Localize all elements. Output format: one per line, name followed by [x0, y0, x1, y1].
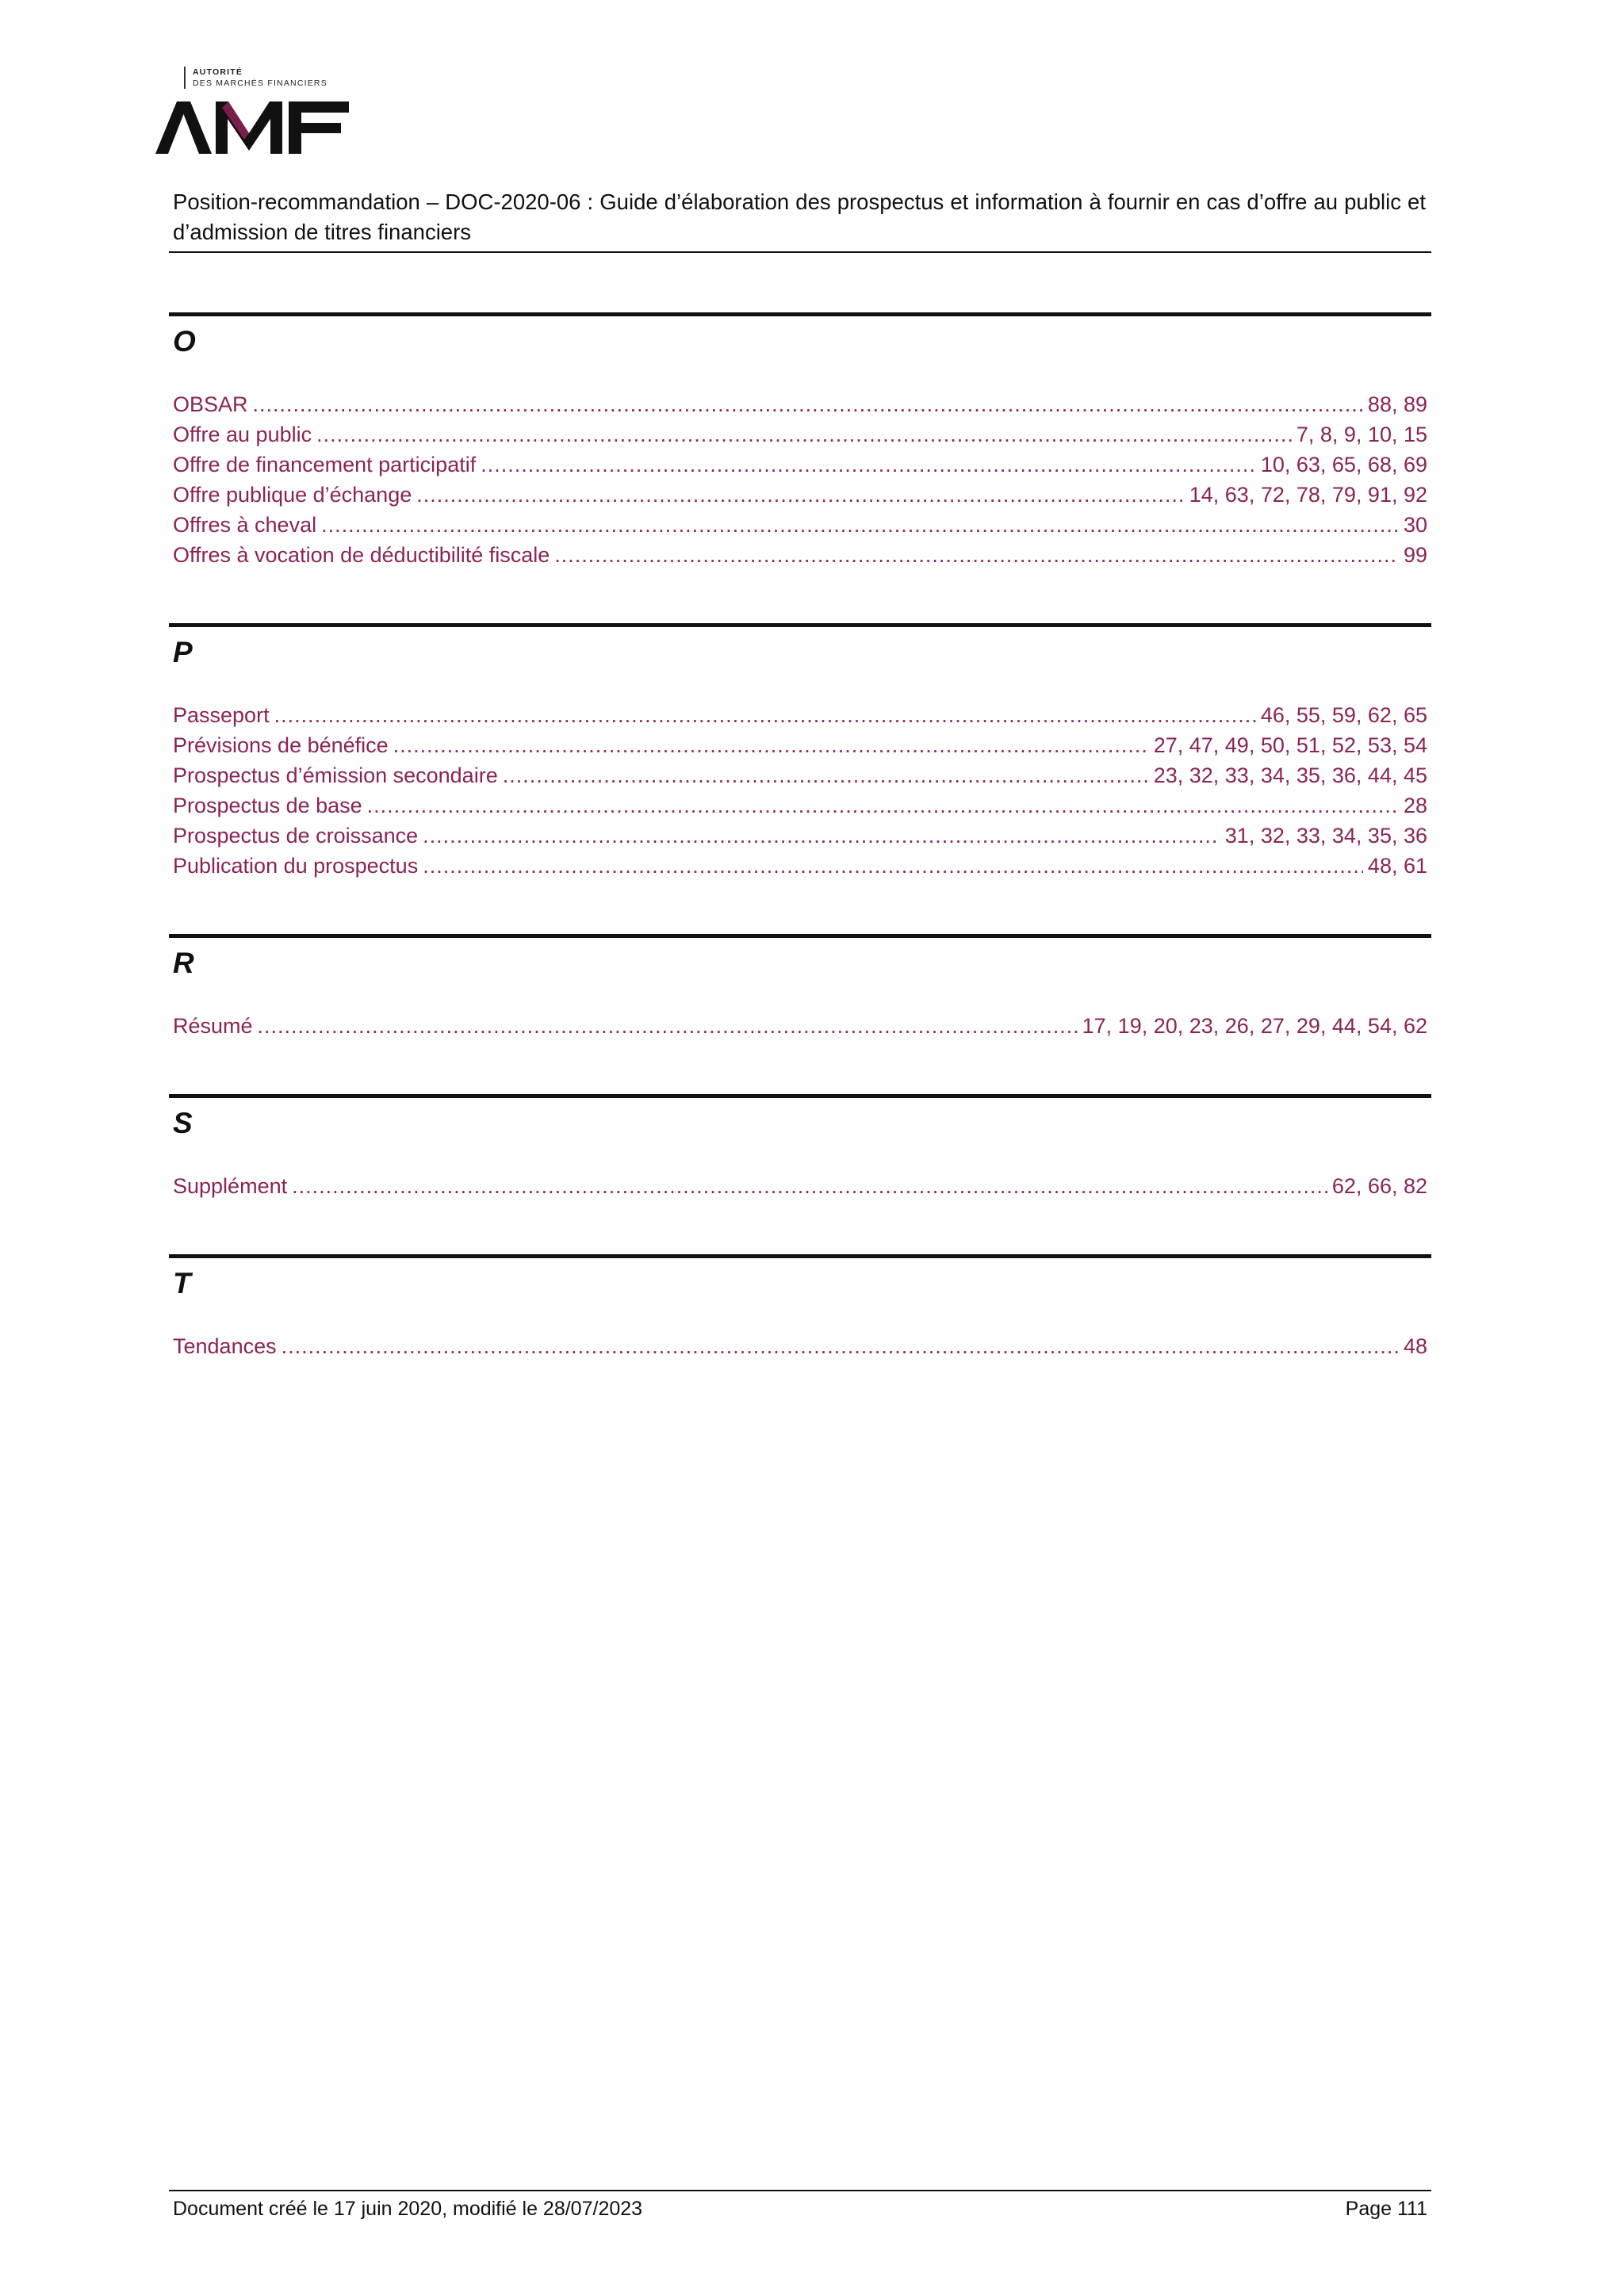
amf-logo [155, 67, 354, 160]
section-rule [169, 312, 1431, 316]
dot-leader [367, 790, 1399, 821]
dot-leader [253, 389, 1363, 419]
index-section-s [169, 1094, 1431, 1201]
index-entry[interactable] [173, 760, 1427, 790]
index-entry[interactable] [173, 700, 1427, 730]
logo-subtitle [184, 67, 327, 89]
entry-list [173, 1331, 1427, 1361]
index-entry[interactable] [173, 821, 1427, 851]
entry-term: Offres à cheval [173, 513, 317, 537]
entry-pages: 7, 8, 9, 10, 15 [1296, 423, 1427, 446]
logo-subtitle-line2: DES MARCHÉS FINANCIERS [193, 78, 327, 88]
index-entry[interactable] [173, 1331, 1427, 1361]
entry-pages: 62, 66, 82 [1331, 1174, 1427, 1198]
index-section-r [169, 934, 1431, 1041]
entry-term: Offre au public [173, 423, 312, 446]
entry-term: Prévisions de bénéfice [173, 733, 389, 757]
section-rule [169, 1094, 1431, 1098]
entry-term: Offre publique d’échange [173, 483, 412, 507]
section-letter: S [173, 1107, 193, 1139]
dot-leader [481, 450, 1256, 480]
section-rule [169, 1254, 1431, 1258]
dot-leader [416, 480, 1185, 510]
section-rule [169, 623, 1431, 627]
entry-term: Publication du prospectus [173, 854, 419, 878]
entry-term: Supplément [173, 1174, 288, 1198]
dot-leader [503, 760, 1149, 790]
index-entry[interactable] [173, 419, 1427, 450]
index-section-t [169, 1254, 1431, 1361]
dot-leader [554, 540, 1399, 570]
dot-leader [423, 851, 1363, 881]
section-letter: P [173, 636, 193, 668]
index-entry[interactable] [173, 730, 1427, 760]
document-header: Position-recommandation – DOC-2020-06 : Guide d’élaboration des prospectus et information à fournir en cas d’offre au public et d’admission de titres financiers [173, 189, 1426, 244]
entry-pages: 48, 61 [1367, 854, 1427, 878]
footer-divider [169, 2190, 1431, 2191]
entry-pages: 17, 19, 20, 23, 26, 27, 29, 44, 54, 62 [1082, 1014, 1427, 1038]
entry-term: Prospectus de base [173, 794, 362, 817]
index-entry[interactable] [173, 851, 1427, 881]
entry-term: Prospectus de croissance [173, 824, 419, 848]
index-section-p [169, 623, 1431, 881]
entry-pages: 88, 89 [1367, 392, 1427, 416]
entry-term: Tendances [173, 1334, 277, 1358]
section-letter: T [173, 1267, 191, 1299]
index-entry[interactable] [173, 480, 1427, 510]
entry-pages: 46, 55, 59, 62, 65 [1260, 703, 1427, 727]
logo-subtitle-line1: AUTORITÉ [193, 67, 243, 77]
page-number: Page 111 [1345, 2198, 1427, 2220]
document-footer [173, 2195, 1427, 2223]
entry-pages: 99 [1403, 543, 1427, 567]
entry-pages: 31, 32, 33, 34, 35, 36 [1224, 824, 1427, 848]
index-section-o [169, 312, 1431, 570]
dot-leader [321, 510, 1399, 540]
index-entry[interactable] [173, 389, 1427, 419]
entry-list [173, 700, 1427, 881]
entry-term: OBSAR [173, 392, 248, 416]
dot-leader [423, 821, 1220, 851]
footer-date: Document créé le 17 juin 2020, modifié le 28/07/2023 [173, 2198, 643, 2220]
header-divider [169, 251, 1431, 253]
entry-list [173, 389, 1427, 570]
entry-term: Résumé [173, 1014, 253, 1038]
dot-leader [282, 1331, 1399, 1361]
entry-term: Offres à vocation de déductibilité fiscale [173, 543, 550, 567]
entry-pages: 27, 47, 49, 50, 51, 52, 53, 54 [1153, 733, 1427, 757]
index-entry[interactable] [173, 790, 1427, 821]
entry-pages: 28 [1403, 794, 1427, 817]
entry-pages: 30 [1403, 513, 1427, 537]
index-entry[interactable] [173, 1171, 1427, 1201]
amf-wordmark-icon [155, 101, 354, 154]
section-letter: O [173, 325, 196, 358]
entry-pages: 48 [1403, 1334, 1427, 1358]
entry-term: Prospectus d’émission secondaire [173, 763, 498, 787]
section-letter: R [173, 947, 194, 979]
entry-term: Passeport [173, 703, 270, 727]
index-entry[interactable] [173, 450, 1427, 480]
index-entry[interactable] [173, 1011, 1427, 1041]
section-rule [169, 934, 1431, 938]
dot-leader [274, 700, 1256, 730]
entry-list [173, 1171, 1427, 1201]
entry-pages: 14, 63, 72, 78, 79, 91, 92 [1189, 483, 1427, 507]
dot-leader [316, 419, 1292, 450]
dot-leader [393, 730, 1149, 760]
dot-leader [258, 1011, 1078, 1041]
entry-pages: 10, 63, 65, 68, 69 [1260, 453, 1427, 476]
index-entry[interactable] [173, 540, 1427, 570]
entry-term: Offre de financement participatif [173, 453, 477, 476]
index-entry[interactable] [173, 510, 1427, 540]
entry-pages: 23, 32, 33, 34, 35, 36, 44, 45 [1153, 763, 1427, 787]
entry-list [173, 1011, 1427, 1041]
dot-leader [292, 1171, 1327, 1201]
